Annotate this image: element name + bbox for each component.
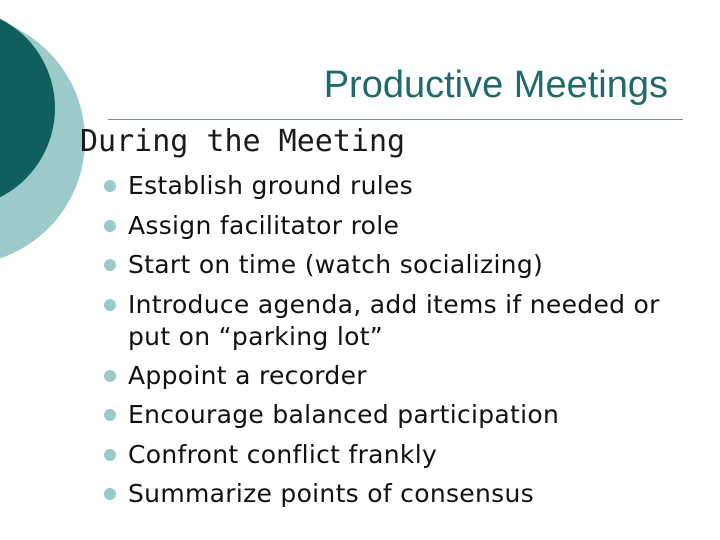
title-divider	[108, 119, 683, 120]
slide-title: Productive Meetings	[323, 64, 668, 106]
bullet-text: Assign facilitator role	[128, 210, 400, 240]
bullet-text: Establish ground rules	[128, 171, 413, 200]
bullet-dot-icon	[104, 488, 116, 500]
bullet-text: Start on time (watch socializing)	[128, 250, 544, 279]
bullet-dot-icon	[104, 220, 116, 232]
bullet-item	[104, 285, 704, 356]
bullet-dot-icon	[104, 259, 116, 271]
slide-subtitle: During the Meeting	[80, 124, 406, 159]
bullet-item	[104, 474, 704, 514]
bullet-dot-icon	[104, 180, 116, 192]
bullet-text: Encourage balanced participation	[128, 400, 560, 429]
bullet-dot-icon	[104, 299, 116, 311]
bullet-item	[104, 356, 704, 396]
bullet-item	[104, 435, 704, 475]
bullet-list	[104, 166, 704, 514]
bullet-item	[104, 395, 704, 435]
bullet-text: Summarize points of consensus	[128, 479, 534, 508]
bullet-dot-icon	[104, 449, 116, 461]
bullet-item	[104, 245, 704, 285]
bullet-text: Introduce agenda, add items if needed or put on “parking lot”	[128, 289, 660, 351]
bullet-dot-icon	[104, 370, 116, 382]
bullet-text: Confront conflict frankly	[128, 439, 438, 469]
bullet-item	[104, 166, 704, 206]
bullet-text: Appoint a recorder	[128, 360, 367, 390]
bullet-item	[104, 206, 704, 246]
bullet-dot-icon	[104, 409, 116, 421]
